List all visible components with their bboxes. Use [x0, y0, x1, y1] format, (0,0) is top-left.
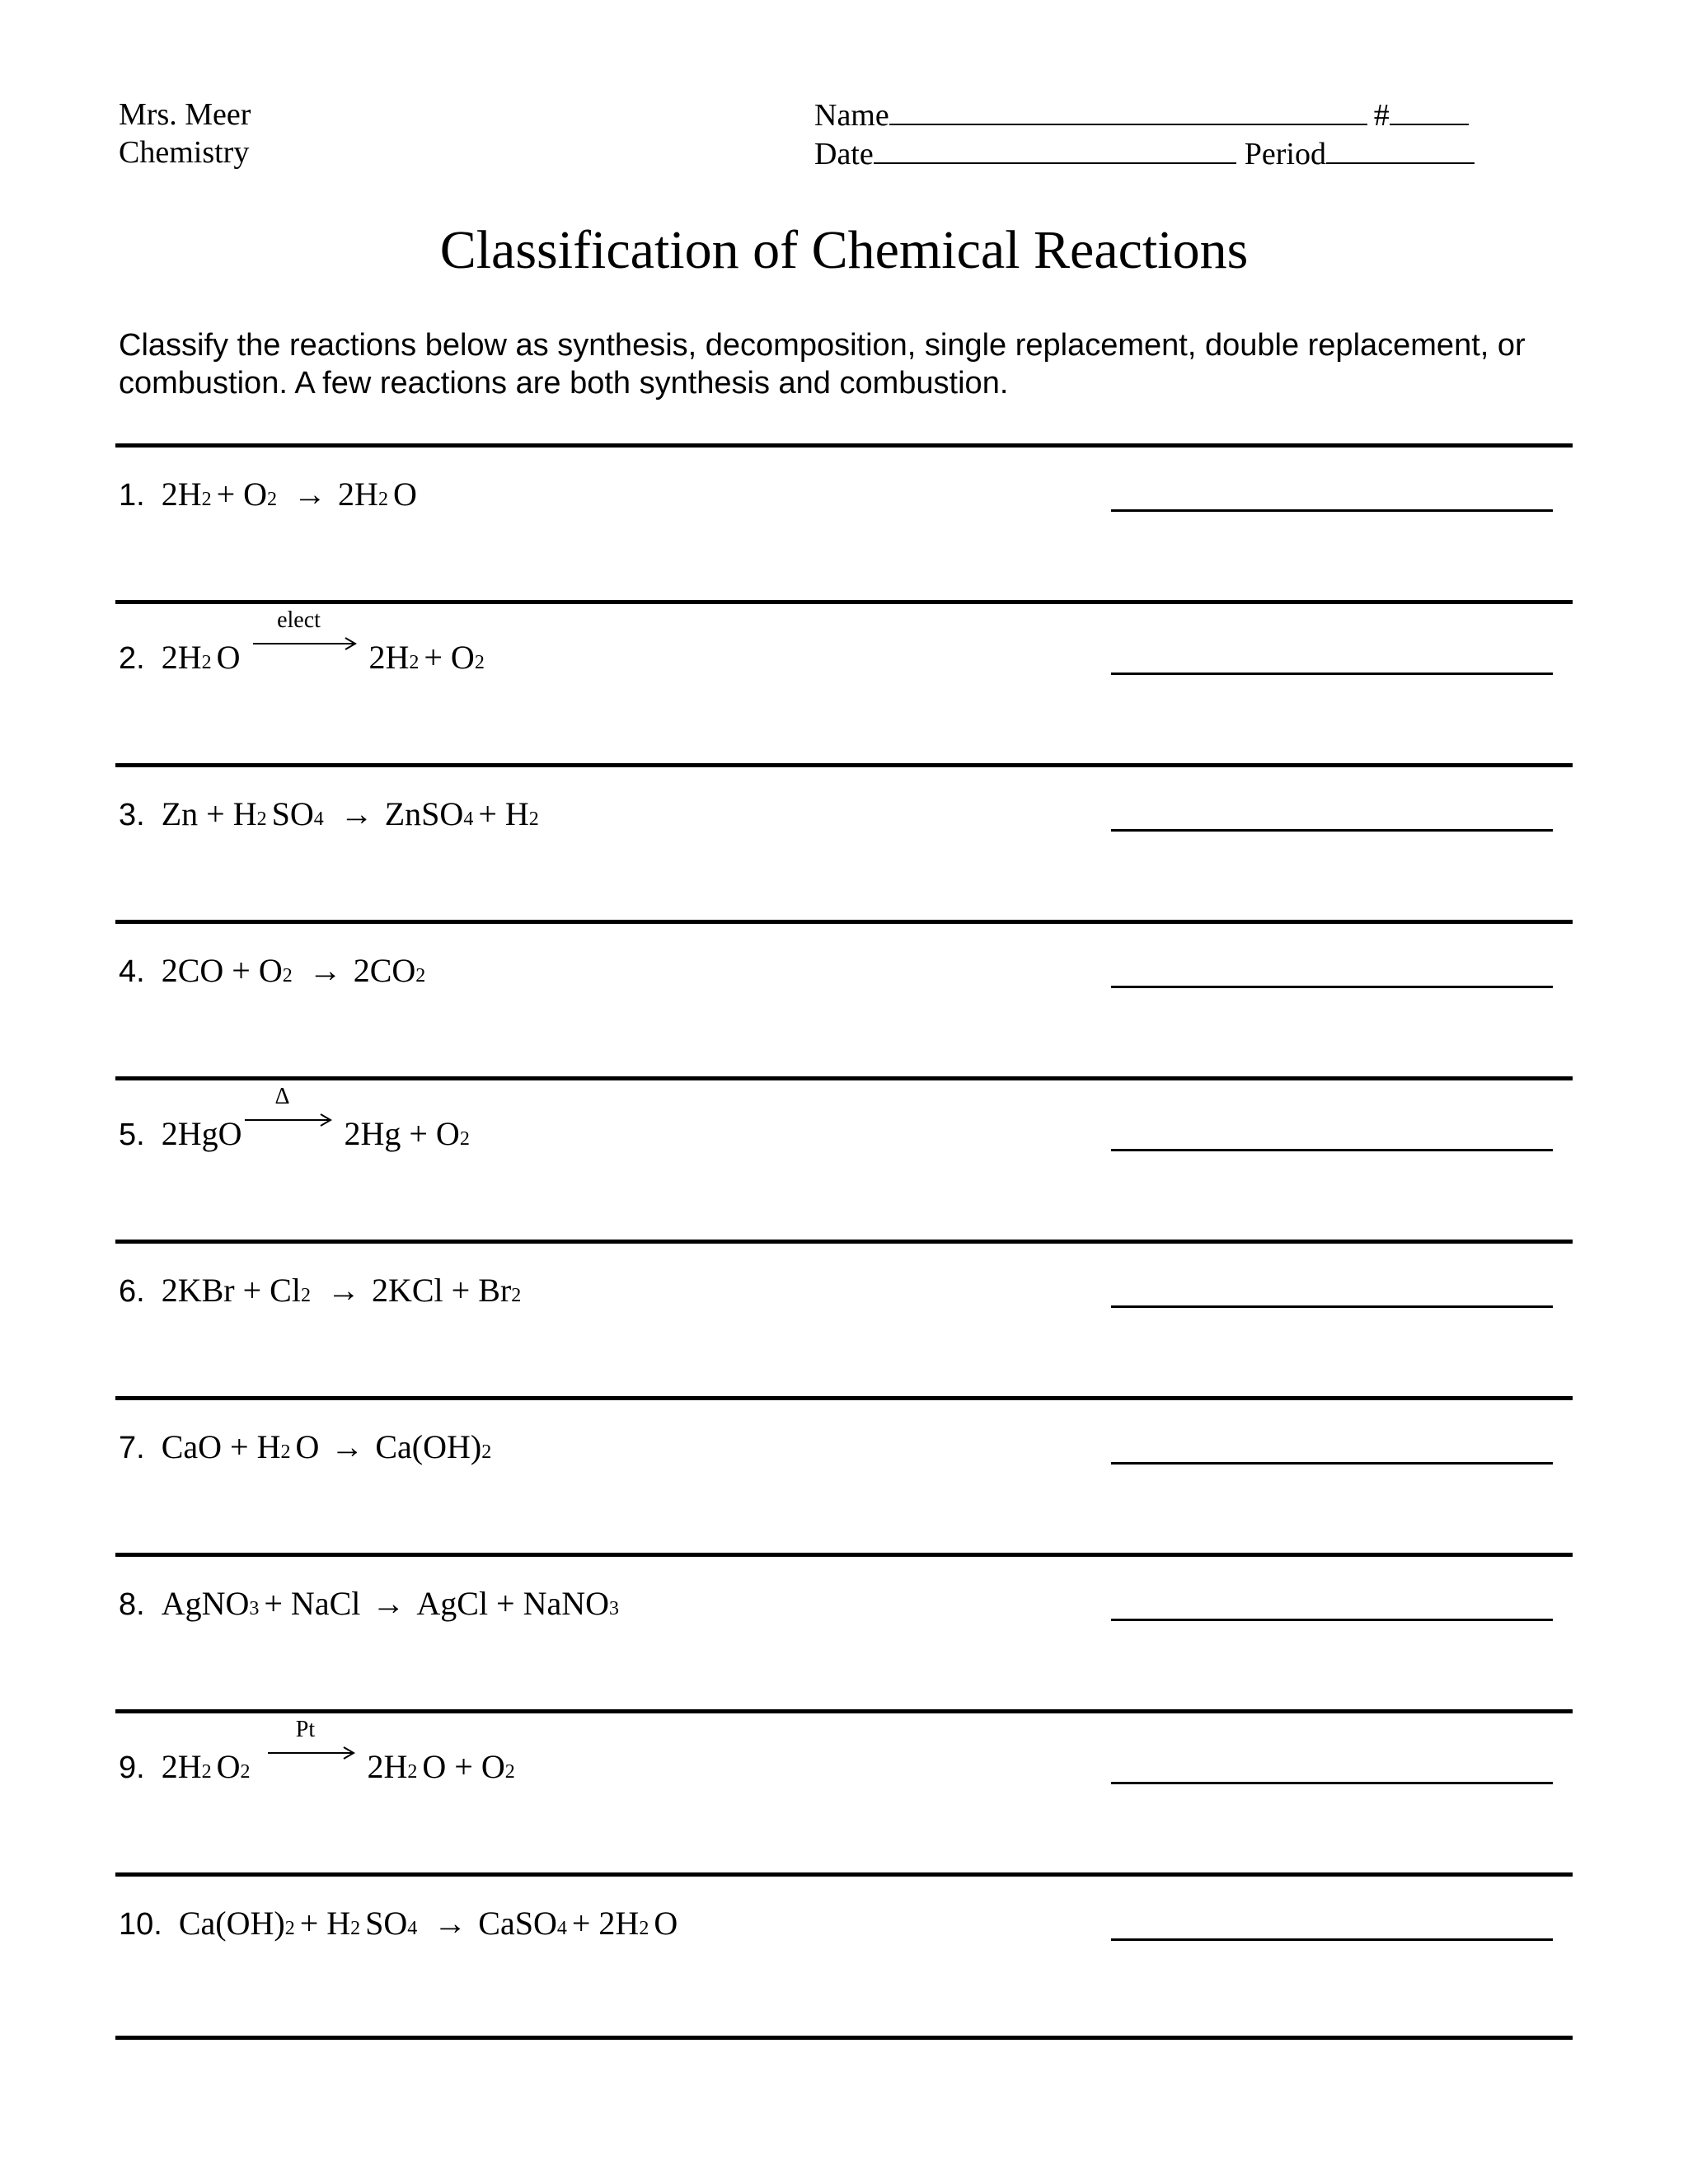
arrow-icon: → [372, 1585, 406, 1622]
date-blank[interactable] [874, 134, 1236, 164]
arrow-icon: → [434, 1905, 467, 1942]
problem-number: 1. [119, 478, 145, 513]
answer-blank[interactable] [1111, 1782, 1553, 1784]
problem-2 [119, 607, 490, 687]
equation: 2H 2 O elect 2H 2 + O 2 [161, 607, 485, 676]
divider-rule [115, 1872, 1573, 1877]
answer-blank[interactable] [1111, 986, 1553, 988]
divider-rule [115, 2036, 1573, 2040]
divider-rule [115, 443, 1573, 448]
equation: 2KBr + Cl 2 → 2KCl + Br 2 [161, 1272, 522, 1309]
equation: Ca(OH) 2 + H 2 SO 4 → CaSO 4 + 2H 2 O [178, 1905, 678, 1942]
answer-blank[interactable] [1111, 829, 1553, 832]
equation: 2H 2 + O 2 → 2H 2 O [161, 476, 417, 513]
problem-number: 4. [119, 954, 145, 989]
period-label: Period [1244, 137, 1326, 171]
arrow-icon [245, 1112, 335, 1128]
equation: AgNO 3 + NaCl → AgCl + NaNO 3 [161, 1585, 620, 1622]
problem-3 [119, 794, 544, 844]
problem-number: 9. [119, 1750, 145, 1785]
equation: CaO + H 2 O → Ca(OH) 2 [161, 1428, 492, 1465]
arrow-icon [253, 635, 360, 652]
date-row [814, 134, 1475, 173]
equation: 2CO + O 2 → 2CO 2 [161, 952, 426, 989]
divider-rule [115, 1076, 1573, 1080]
problem-number: 8. [119, 1587, 145, 1622]
reaction-condition: elect [277, 607, 321, 633]
equation: Zn + H 2 SO 4 → ZnSO 4 + H 2 [161, 795, 539, 832]
problem-4 [119, 951, 430, 1001]
divider-rule [115, 1553, 1573, 1557]
page-title: Classification of Chemical Reactions [439, 220, 1249, 280]
answer-blank[interactable] [1111, 1149, 1553, 1151]
problem-number: 3. [119, 798, 145, 832]
divider-rule [115, 920, 1573, 924]
arrow-icon: → [293, 476, 327, 513]
conditional-arrow [253, 607, 360, 668]
arrow-icon: → [331, 1428, 364, 1465]
answer-blank[interactable] [1111, 1619, 1553, 1621]
subject-name: Chemistry [119, 135, 250, 170]
problem-number: 6. [119, 1274, 145, 1309]
problem-9 [119, 1717, 520, 1797]
answer-blank[interactable] [1111, 673, 1553, 675]
number-blank[interactable] [1390, 96, 1469, 125]
equation: 2HgO Δ 2Hg + O 2 [161, 1084, 470, 1152]
problem-number: 7. [119, 1431, 145, 1465]
period-blank[interactable] [1326, 134, 1475, 164]
problem-5 [119, 1084, 475, 1164]
problem-1 [119, 475, 417, 524]
arrow-icon: → [308, 952, 342, 989]
name-row [814, 96, 1475, 134]
answer-blank[interactable] [1111, 1462, 1553, 1465]
reaction-condition: Pt [295, 1717, 316, 1742]
divider-rule [115, 763, 1573, 767]
divider-rule [115, 1709, 1573, 1713]
conditional-arrow [245, 1084, 335, 1145]
problem-10 [119, 1904, 678, 1953]
problem-number: 10. [119, 1907, 162, 1942]
problem-7 [119, 1427, 496, 1477]
header-right [814, 96, 1475, 173]
number-label: # [1373, 98, 1390, 133]
conditional-arrow [268, 1717, 359, 1778]
problem-6 [119, 1271, 526, 1320]
arrow-icon: → [340, 795, 373, 832]
date-label: Date [814, 137, 874, 171]
problem-8 [119, 1584, 624, 1633]
reaction-condition: Δ [274, 1084, 290, 1109]
divider-rule [115, 1240, 1573, 1244]
answer-blank[interactable] [1111, 1938, 1553, 1941]
teacher-name: Mrs. Meer [119, 97, 251, 132]
header-left [119, 96, 251, 171]
arrow-icon [268, 1745, 359, 1761]
answer-blank[interactable] [1111, 509, 1553, 512]
answer-blank[interactable] [1111, 1305, 1553, 1308]
divider-rule [115, 1396, 1573, 1400]
problem-number: 2. [119, 641, 145, 676]
divider-rule [115, 600, 1573, 604]
name-blank[interactable] [889, 96, 1367, 125]
instructions: Classify the reactions below as synthesis, decomposition, single replacement, double replacement, or combustion. A few reactions are both synthesis and combustion. [119, 328, 1526, 401]
name-label: Name [814, 98, 889, 133]
arrow-icon: → [326, 1272, 360, 1309]
equation: 2H 2 O 2 Pt 2H 2 O + O 2 [161, 1717, 515, 1785]
problem-number: 5. [119, 1118, 145, 1152]
